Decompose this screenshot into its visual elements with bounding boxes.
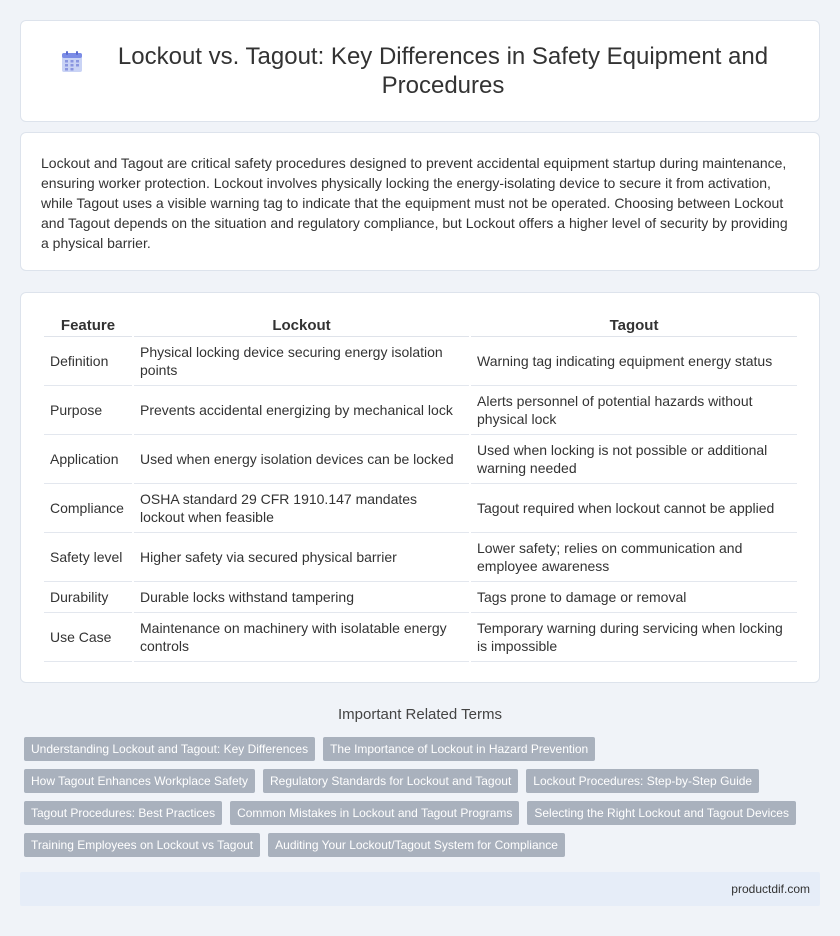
table-row	[44, 337, 797, 386]
cell-tagout: Alerts personnel of potential hazards without physical lock	[471, 386, 797, 435]
comparison-table-card	[20, 292, 820, 683]
cell-tagout: Used when locking is not possible or additional warning needed	[471, 435, 797, 484]
cell-feature: Purpose	[44, 386, 132, 435]
cell-feature: Use Case	[44, 613, 132, 662]
title-card	[20, 20, 820, 122]
header-feature: Feature	[44, 311, 132, 337]
related-term-link[interactable]: Tagout Procedures: Best Practices	[24, 801, 222, 825]
header-lockout: Lockout	[134, 311, 469, 337]
cell-feature: Definition	[44, 337, 132, 386]
cell-tagout: Tags prone to damage or removal	[471, 582, 797, 613]
cell-tagout: Temporary warning during servicing when locking is impossible	[471, 613, 797, 662]
related-term-link[interactable]: Regulatory Standards for Lockout and Tagout	[263, 769, 518, 793]
cell-feature: Safety level	[44, 533, 132, 582]
cell-feature: Compliance	[44, 484, 132, 533]
related-term-link[interactable]: Lockout Procedures: Step-by-Step Guide	[526, 769, 759, 793]
cell-lockout: Maintenance on machinery with isolatable energy controls	[134, 613, 469, 662]
related-term-link[interactable]: Understanding Lockout and Tagout: Key Differences	[24, 737, 315, 761]
table-row	[44, 533, 797, 582]
related-terms-list	[24, 737, 824, 857]
table-row	[44, 613, 797, 662]
related-term-link[interactable]: The Importance of Lockout in Hazard Prevention	[323, 737, 595, 761]
cell-lockout: Higher safety via secured physical barrier	[134, 533, 469, 582]
cell-lockout: Durable locks withstand tampering	[134, 582, 469, 613]
page-title: Lockout vs. Tagout: Key Differences in Safety Equipment and Procedures	[117, 43, 769, 99]
cell-lockout: Physical locking device securing energy isolation points	[134, 337, 469, 386]
header-tagout: Tagout	[471, 311, 797, 337]
related-term-link[interactable]: Training Employees on Lockout vs Tagout	[24, 833, 260, 857]
cell-feature: Application	[44, 435, 132, 484]
intro-card	[20, 132, 820, 271]
cell-lockout: OSHA standard 29 CFR 1910.147 mandates lockout when feasible	[134, 484, 469, 533]
title-wrap	[60, 42, 780, 100]
table-row	[44, 386, 797, 435]
comparison-table	[42, 311, 799, 662]
cell-tagout: Tagout required when lockout cannot be applied	[471, 484, 797, 533]
related-term-link[interactable]: Common Mistakes in Lockout and Tagout Programs	[230, 801, 519, 825]
related-term-link[interactable]: Auditing Your Lockout/Tagout System for Compliance	[268, 833, 565, 857]
table-row	[44, 435, 797, 484]
cell-lockout: Used when energy isolation devices can be locked	[134, 435, 469, 484]
cell-tagout: Lower safety; relies on communication and employee awareness	[471, 533, 797, 582]
cell-lockout: Prevents accidental energizing by mechanical lock	[134, 386, 469, 435]
calendar-icon	[60, 50, 84, 74]
cell-tagout: Warning tag indicating equipment energy status	[471, 337, 797, 386]
table-row	[44, 484, 797, 533]
intro-paragraph: Lockout and Tagout are critical safety procedures designed to prevent accidental equipment startup during maintenance, ensuring worker protection. Lockout involves physically locking the energy-isolating device to secure it from activation, while Tagout uses a visible warning tag to indicate that the equipment must not be operated. Choosing between Lockout and Tagout depends on the situation and regulatory compliance, but Lockout offers a higher level of security by providing a physical barrier.	[41, 155, 788, 251]
related-term-link[interactable]: Selecting the Right Lockout and Tagout Devices	[527, 801, 796, 825]
related-terms-title: Important Related Terms	[338, 706, 502, 723]
related-term-link[interactable]: How Tagout Enhances Workplace Safety	[24, 769, 255, 793]
footer-site-name: productdif.com	[731, 882, 810, 896]
footer	[20, 872, 820, 906]
cell-feature: Durability	[44, 582, 132, 613]
table-row	[44, 582, 797, 613]
